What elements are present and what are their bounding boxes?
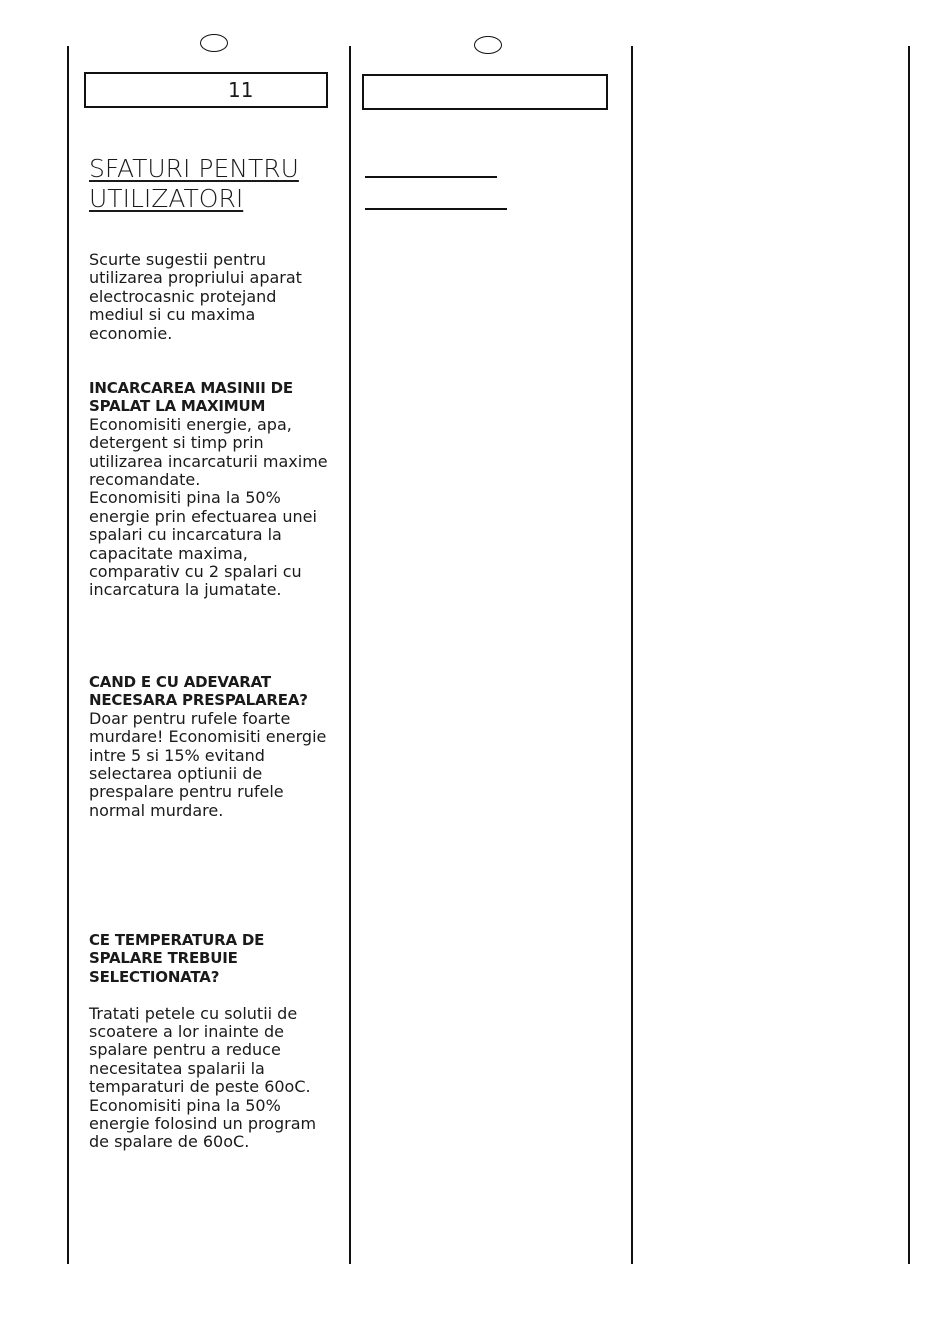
- page-number-box-empty: [362, 74, 608, 110]
- section-heading: CAND E CU ADEVARAT NECESARA PRESPALAREA?: [89, 673, 308, 710]
- section-heading: CE TEMPERATURA DE SPALARE TREBUIE SELECTIONATA?: [89, 931, 265, 986]
- column-divider-left: [67, 46, 69, 1264]
- empty-heading-line-1: [365, 176, 497, 178]
- section-body: Tratati petele cu solutii de scoatere a lor inainte de spalare pentru a reduce necesitatea spalarii la temparaturi de peste 60oC. Economisiti pina la 50% energie folosind un program de spalare de 60oC.: [89, 1003, 317, 1152]
- section-full-load: [89, 379, 334, 600]
- section-body: Doar pentru rufele foarte murdare! Economisiti energie intre 5 si 15% evitand selectarea optiunii de prespalare pentru rufele normal murdare.: [89, 708, 327, 820]
- empty-heading-line-2: [365, 208, 507, 210]
- column-divider-right: [631, 46, 633, 1264]
- section-body: Economisiti energie, apa, detergent si timp prin utilizarea incarcaturii maxime recomandate. Economisiti pina la 50% energie prin efectuarea unei spalari cu incarcatura la capacitate maxima, comparativ cu 2 spalari cu incarcatura la jumatate.: [89, 414, 328, 600]
- section-prewash: [89, 673, 334, 820]
- language-badge-middle: [474, 36, 502, 54]
- column-divider-middle: [349, 46, 351, 1264]
- page-title: SFATURI PENTRU UTILIZATORI: [89, 154, 299, 213]
- page-number-box: [84, 72, 328, 108]
- column-divider-edge: [908, 46, 910, 1264]
- section-heading: INCARCAREA MASINII DE SPALAT LA MAXIMUM: [89, 379, 293, 416]
- intro-body: Scurte sugestii pentru utilizarea propriului aparat electrocasnic protejand mediul si cu maxima economie.: [89, 250, 302, 343]
- intro-text: [89, 251, 339, 343]
- language-badge-left: [200, 34, 228, 52]
- section-temperature: [89, 931, 334, 1152]
- page-number: 11: [228, 78, 254, 102]
